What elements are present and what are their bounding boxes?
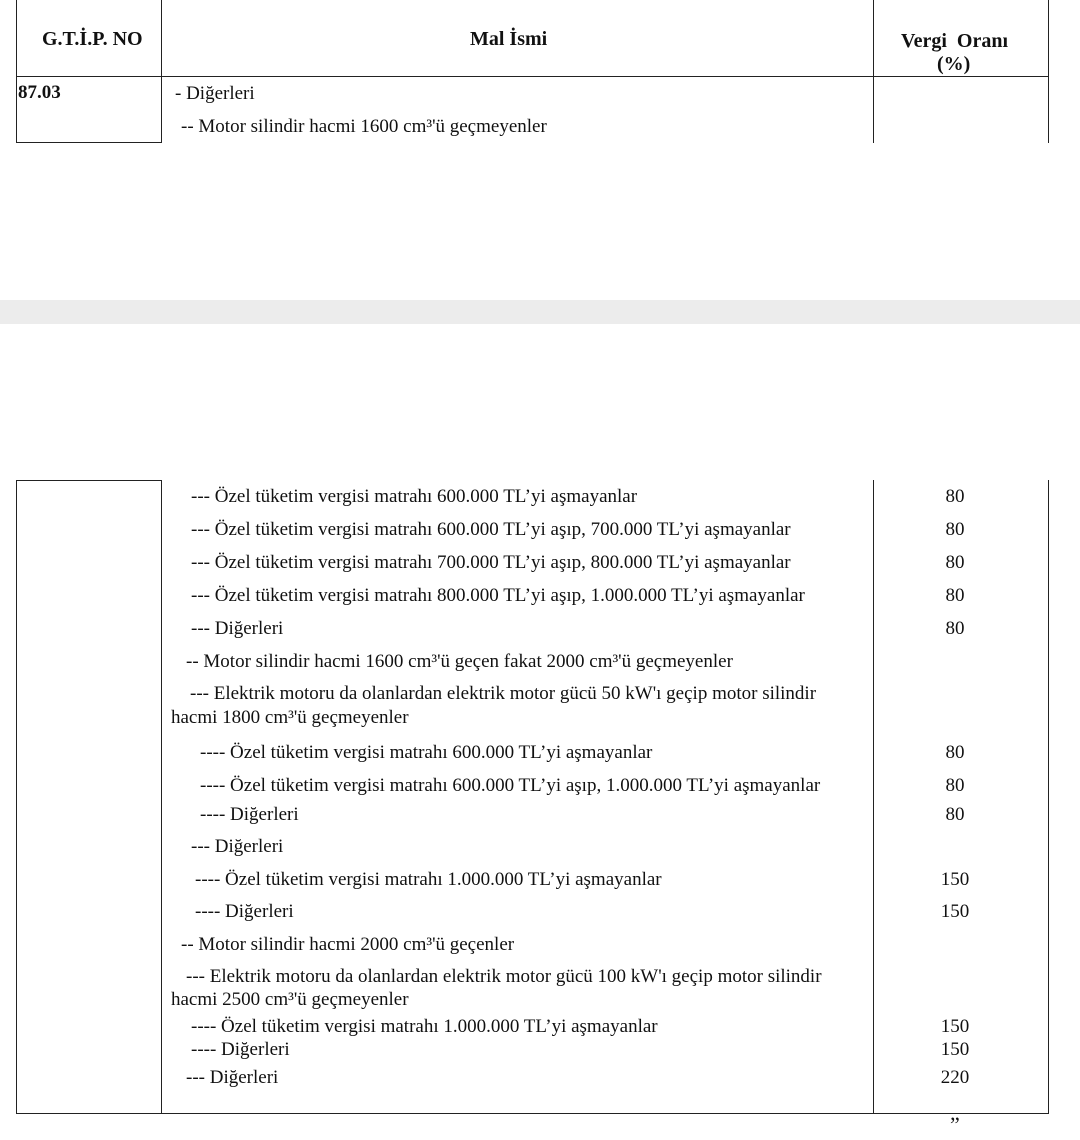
border-right — [1048, 480, 1049, 1114]
table-row-text: ---- Özel tüketim vergisi matrahı 600.000 TL’yi aşmayanlar — [200, 742, 653, 763]
header-rate-line1: Vergi Oranı — [901, 30, 1009, 52]
header-code: G.T.İ.P. NO — [42, 28, 143, 50]
table-row-text: -- Motor silindir hacmi 1600 cm³'ü geçen fakat 2000 cm³'ü geçmeyenler — [186, 651, 733, 672]
border-left — [16, 480, 17, 1114]
table-row-text: ---- Özel tüketim vergisi matrahı 600.000 TL’yi aşıp, 1.000.000 TL’yi aşmayanlar — [200, 775, 821, 796]
table-row-rate: 220 — [940, 1067, 970, 1088]
table-row-rate: 150 — [940, 869, 970, 890]
header-name: Mal İsmi — [470, 28, 548, 50]
code-cell-bottom-border — [16, 142, 162, 143]
table-row-text: -- Motor silindir hacmi 2000 cm³'ü geçenler — [181, 934, 515, 955]
gtip-code: 87.03 — [18, 82, 61, 103]
table-row-rate: 150 — [940, 901, 970, 922]
table-row-rate: 80 — [945, 552, 965, 573]
table-row-text: hacmi 2500 cm³'ü geçmeyenler — [171, 989, 409, 1010]
table-row-text: --- Özel tüketim vergisi matrahı 600.000 TL’yi aşmayanlar — [191, 486, 638, 507]
code-cell-top-border — [16, 480, 162, 481]
table-row-rate: 150 — [940, 1039, 970, 1060]
closing-quote: ” — [950, 1112, 960, 1137]
top-page — [0, 0, 1080, 300]
table-row-text: ---- Özel tüketim vergisi matrahı 1.000.000 TL’yi aşmayanlar — [195, 869, 662, 890]
table-row-text: --- Özel tüketim vergisi matrahı 600.000 TL’yi aşıp, 700.000 TL’yi aşmayanlar — [191, 519, 791, 540]
bottom-page — [0, 324, 1080, 1140]
top-row-1: - Diğerleri — [175, 83, 255, 104]
table-row-rate: 150 — [940, 1016, 970, 1037]
border-rate-col — [873, 0, 874, 143]
table-row-text: --- Elektrik motoru da olanlardan elektrik motor gücü 50 kW'ı geçip motor silindir — [190, 683, 817, 704]
border-rate-col — [873, 480, 874, 1114]
border-right — [1048, 0, 1049, 143]
table-row-text: --- Elektrik motoru da olanlardan elektrik motor gücü 100 kW'ı geçip motor silindir — [186, 966, 822, 987]
table-row-text: ---- Diğerleri — [191, 1039, 290, 1060]
table-row-rate: 80 — [945, 618, 965, 639]
border-code-col — [161, 480, 162, 1114]
table-row-text: --- Diğerleri — [191, 618, 284, 639]
table-row-rate: 80 — [945, 519, 965, 540]
header-bottom-border — [16, 76, 1049, 77]
table-row-text: --- Özel tüketim vergisi matrahı 800.000 TL’yi aşıp, 1.000.000 TL’yi aşmayanlar — [191, 585, 805, 606]
border-left — [16, 0, 17, 143]
table-bottom-border — [16, 1113, 1049, 1114]
table-row-rate: 80 — [945, 804, 965, 825]
table-row-rate: 80 — [945, 775, 965, 796]
table-row-text: --- Diğerleri — [186, 1067, 279, 1088]
page-gap — [0, 300, 1080, 324]
table-row-rate: 80 — [945, 742, 965, 763]
header-rate-line2: (%) — [937, 53, 971, 75]
table-row-text: hacmi 1800 cm³'ü geçmeyenler — [171, 707, 409, 728]
table-row-text: --- Özel tüketim vergisi matrahı 700.000 TL’yi aşıp, 800.000 TL’yi aşmayanlar — [191, 552, 791, 573]
table-row-rate: 80 — [945, 486, 965, 507]
table-row-text: ---- Özel tüketim vergisi matrahı 1.000.000 TL’yi aşmayanlar — [191, 1016, 658, 1037]
top-row-2: -- Motor silindir hacmi 1600 cm³'ü geçmeyenler — [181, 116, 547, 137]
border-code-col — [161, 0, 162, 143]
table-row-text: ---- Diğerleri — [195, 901, 294, 922]
table-row-text: --- Diğerleri — [191, 836, 284, 857]
table-row-rate: 80 — [945, 585, 965, 606]
table-row-text: ---- Diğerleri — [200, 804, 299, 825]
